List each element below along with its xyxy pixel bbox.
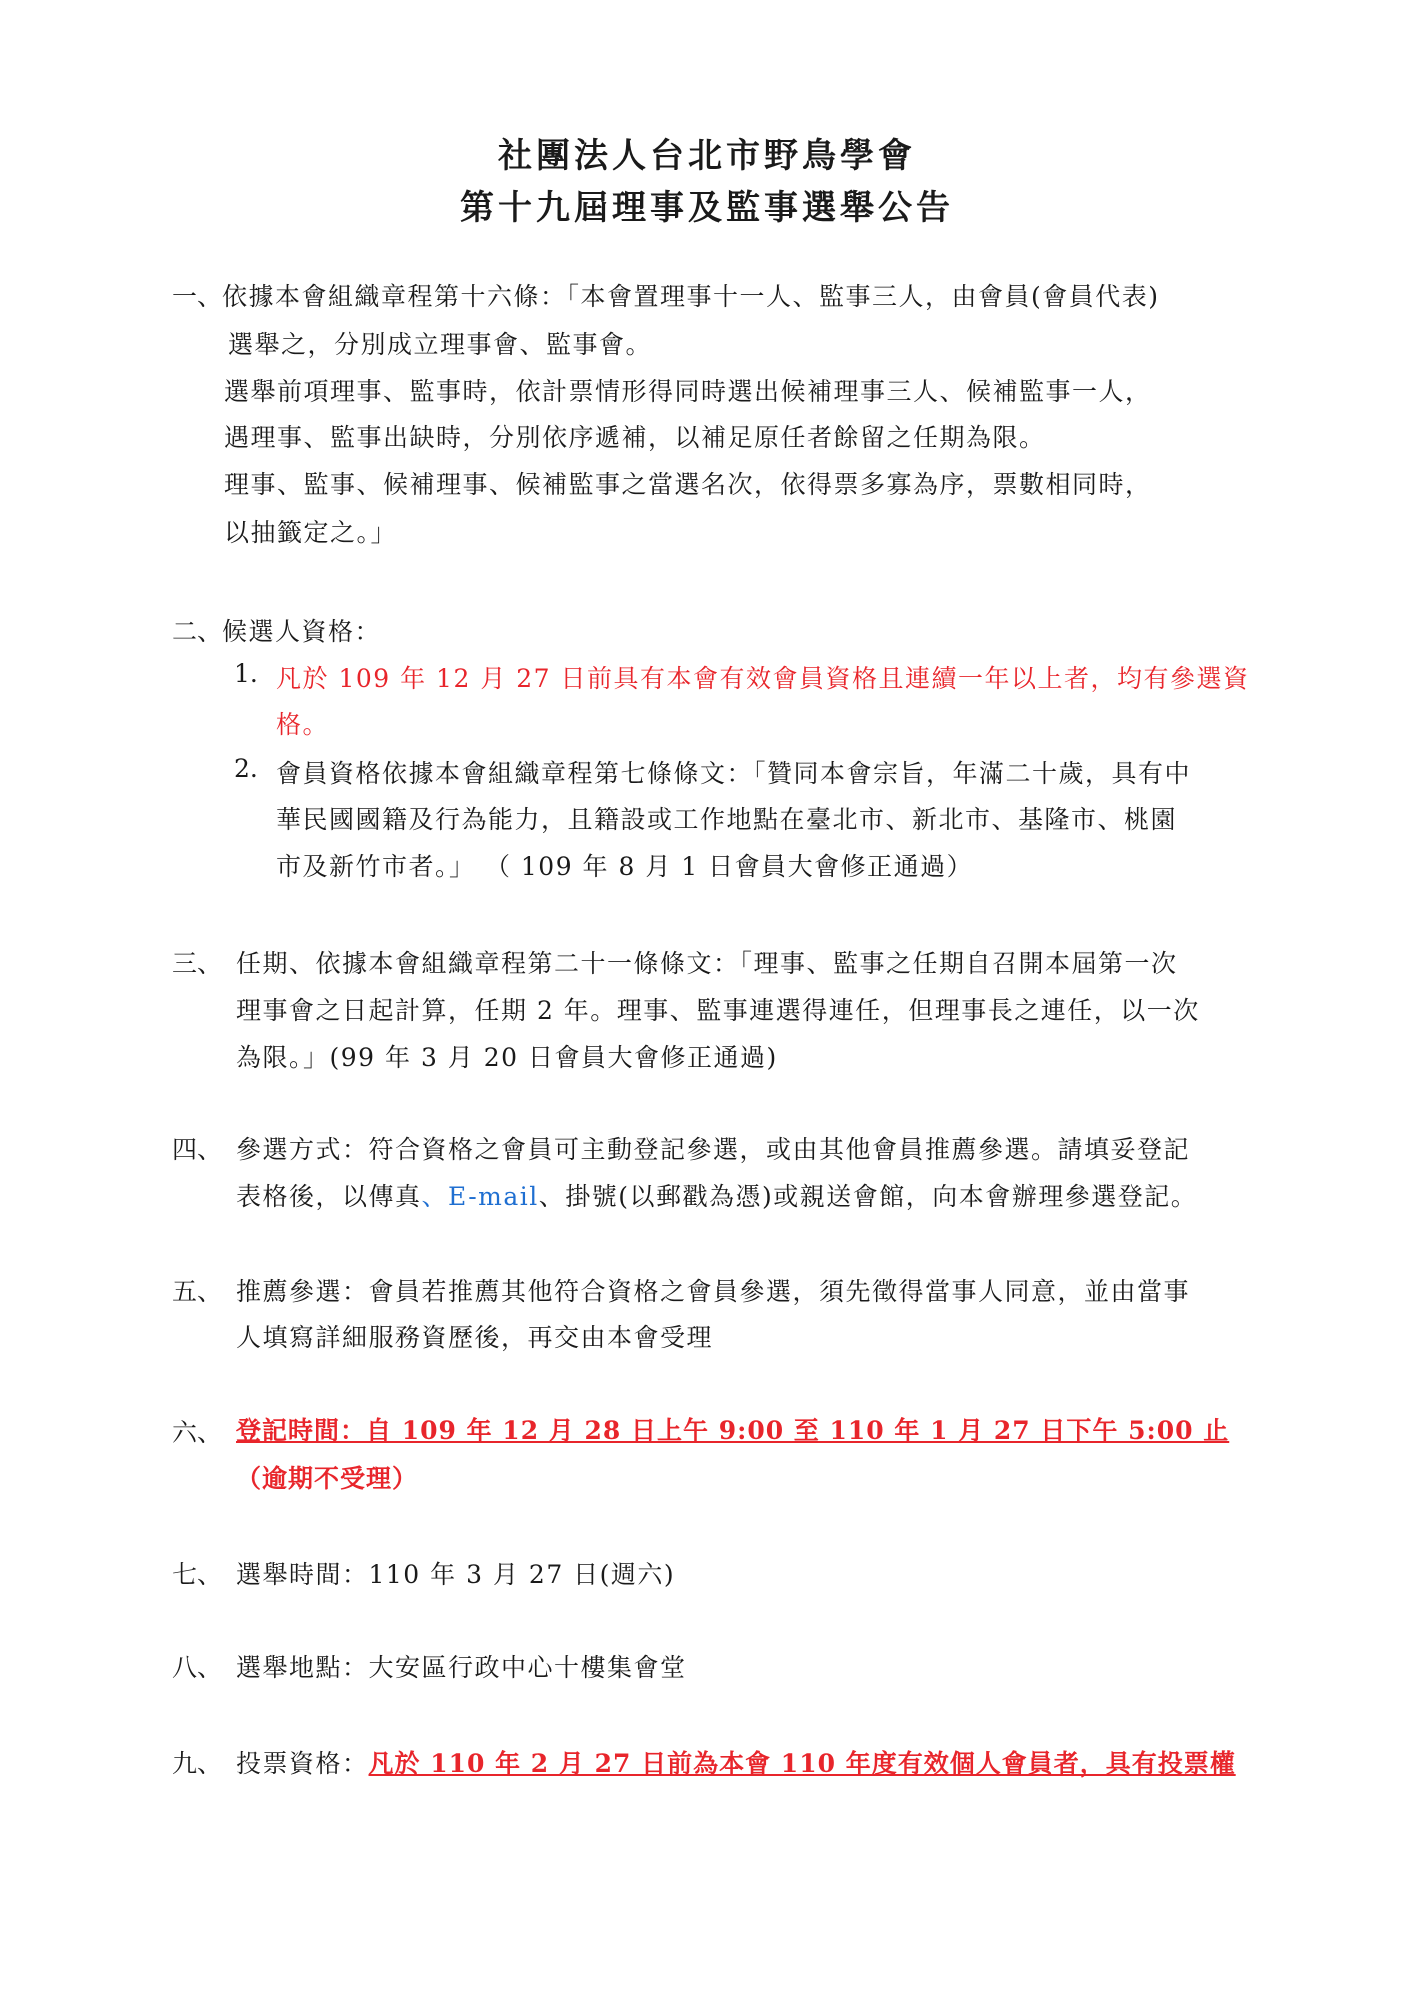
registration-period: 登記時間：自 109 年 12 月 28 日上午 9:00 至 110 年 1 月 27 日下午 5:00 止 [236, 1416, 1230, 1445]
section-5-number: 五、 [172, 1277, 223, 1306]
section-3-line-1: 任期、依據本會組織章程第二十一條條文：「理事、監事之任期自召開本屆第一次 [236, 949, 1178, 978]
section-2-item-1-line-1: 凡於 109 年 12 月 27 日前具有本會有效會員資格且連續一年以上者，均有參選資 [276, 664, 1250, 693]
section-1-line-1: 依據本會組織章程第十六條：「本會置理事十一人、監事三人，由會員(會員代表) [222, 282, 1160, 311]
section-5-line-1: 推薦參選：會員若推薦其他符合資格之會員參選，須先徵得當事人同意，並由當事 [236, 1277, 1191, 1306]
section-2-item-1-line-2: 格。 [276, 710, 330, 739]
section-2-item-2-line-1: 會員資格依據本會組織章程第七條條文：「贊同本會宗旨，年滿二十歲，具有中 [276, 759, 1192, 788]
email-link[interactable]: 、E-mail [421, 1182, 539, 1211]
voting-eligibility [236, 1744, 1236, 1780]
section-7-number: 七、 [172, 1560, 223, 1589]
org-title: 社團法人台北市野鳥學會 [498, 136, 916, 176]
section-3-line-2: 理事會之日起計算，任期 2 年。理事、監事連選得連任，但理事長之連任，以一次 [236, 996, 1200, 1025]
section-8-number: 八、 [172, 1653, 223, 1682]
section-1-line-2: 選舉之，分別成立理事會、監事會。 [228, 330, 653, 359]
section-1-number: 一、 [172, 282, 223, 311]
section-9-number: 九、 [172, 1749, 223, 1778]
announcement-title: 第十九屆理事及監事選舉公告 [460, 188, 954, 228]
section-6-number: 六、 [172, 1418, 223, 1447]
section-5-line-2: 人填寫詳細服務資歷後，再交由本會受理 [236, 1323, 714, 1352]
election-venue: 選舉地點：大安區行政中心十樓集會堂 [236, 1653, 687, 1682]
section-3-line-3: 為限。」(99 年 3 月 20 日會員大會修正通過) [236, 1043, 778, 1072]
section-2-number: 二、 [172, 617, 223, 646]
section-1-line-3: 選舉前項理事、監事時，依計票情形得同時選出候補理事三人、候補監事一人， [224, 377, 1152, 406]
section-2-heading: 候選人資格： [222, 617, 382, 646]
section-4-line-2-start: 表格後，以傳真 [236, 1182, 422, 1211]
section-2-item-2-line-3: 市及新竹市者。」 （ 109 年 8 月 1 日會員大會修正通過） [276, 852, 974, 881]
section-1-line-4: 遇理事、監事出缺時，分別依序遞補，以補足原任者餘留之任期為限。 [224, 423, 1046, 452]
section-3-number: 三、 [172, 949, 223, 978]
voting-eligibility-label: 投票資格： [236, 1749, 369, 1778]
section-4-number: 四、 [172, 1135, 223, 1164]
section-2-item-2-line-2: 華民國國籍及行為能力，且籍設或工作地點在臺北市、新北市、基隆市、桃園 [276, 805, 1178, 834]
section-1-line-5: 理事、監事、候補理事、候補監事之當選名次，依得票多寡為序，票數相同時， [224, 470, 1152, 499]
section-4-line-1: 參選方式：符合資格之會員可主動登記參選，或由其他會員推薦參選。請填妥登記 [236, 1135, 1191, 1164]
section-4-line-2 [236, 1177, 1197, 1213]
election-date: 選舉時間：110 年 3 月 27 日(週六) [236, 1560, 676, 1589]
section-2-item-2-number: 2. [234, 754, 258, 783]
section-1-line-6: 以抽籤定之。」 [224, 518, 398, 547]
late-notice: （逾期不受理） [236, 1464, 419, 1493]
voting-eligibility-text: 凡於 110 年 2 月 27 日前為本會 110 年度有效個人會員者，具有投票權 [368, 1749, 1236, 1778]
section-2-item-1-number: 1. [234, 659, 258, 688]
section-4-line-2-end: 、掛號(以郵戳為憑)或親送會館，向本會辦理參選登記。 [538, 1182, 1198, 1211]
